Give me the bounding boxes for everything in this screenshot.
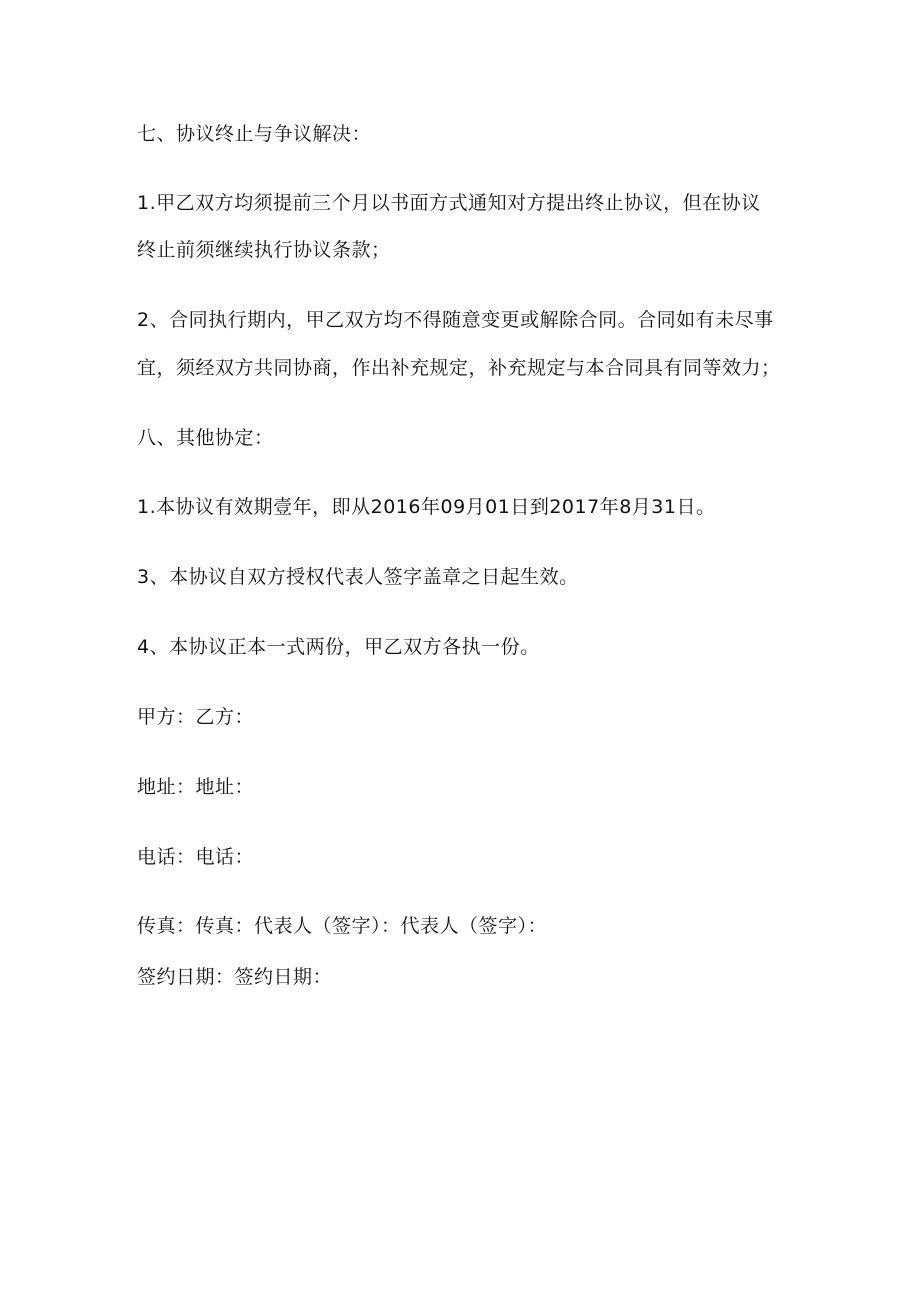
signing-date-line: 签约日期：签约日期： [137,966,333,988]
address-line: 地址：地址： [137,776,255,798]
party-line: 甲方：乙方： [137,706,255,728]
section-8-item-1: 1.本协议有效期壹年，即从2016年09月01日到2017年8月31日。 [137,496,716,518]
section-8-item-3: 3、本协议自双方授权代表人签字盖章之日起生效。 [137,566,579,588]
fax-representative-line: 传真：传真：代表人（签字）：代表人（签字）： [137,915,548,937]
section-7-heading: 七、协议终止与争议解决： [137,123,372,145]
section-8-item-4: 4、本协议正本一式两份，甲乙双方各执一份。 [137,636,540,658]
section-7-item-2-line-2: 宜，须经双方共同协商，作出补充规定，补充规定与本合同具有同等效力； [137,357,781,379]
section-8-heading: 八、其他协定： [137,427,274,449]
section-7-item-1-line-2: 终止前须继续执行协议条款； [137,239,391,261]
section-7-item-1-line-1: 1.甲乙双方均须提前三个月以书面方式通知对方提出终止协议，但在协议 [137,192,761,214]
section-7-item-2-line-1: 2、合同执行期内，甲乙双方均不得随意变更或解除合同。合同如有未尽事 [137,309,774,331]
phone-line: 电话：电话： [137,846,255,868]
